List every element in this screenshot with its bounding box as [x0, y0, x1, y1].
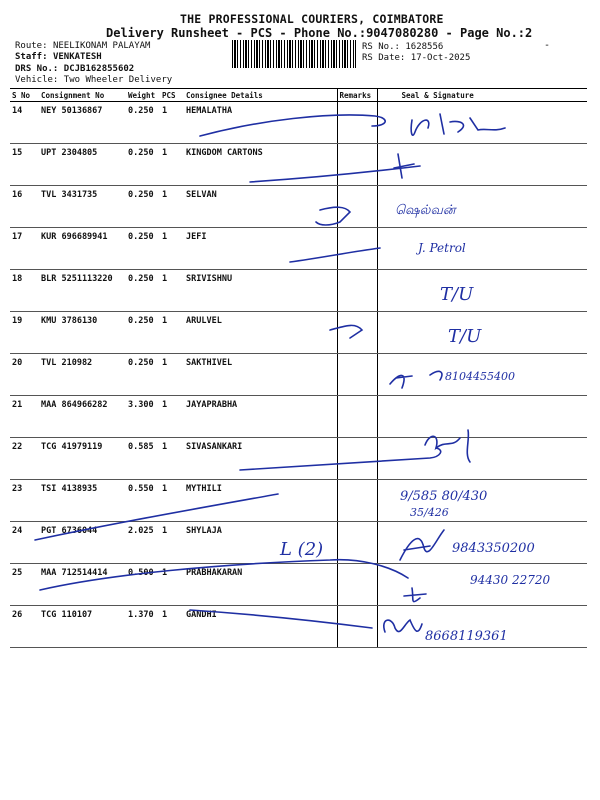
table-row [10, 480, 587, 522]
row-seal-signature [377, 354, 587, 396]
row-pcs: 1 [160, 312, 184, 354]
row-consignee: MYTHILI [184, 480, 337, 522]
row-consignment-no: KMU 3786130 [39, 312, 126, 354]
row-sno: 15 [10, 144, 39, 186]
hw-row23-line2: 35/426 [410, 506, 449, 519]
row-remarks [337, 480, 377, 522]
row-weight: 0.250 [126, 102, 160, 144]
company-title: THE PROFESSIONAL COURIERS, COIMBATORE [180, 12, 444, 26]
row-remarks [337, 144, 377, 186]
row-consignment-no: MAA 864966282 [39, 396, 126, 438]
row-seal-signature [377, 228, 587, 270]
row-seal-signature [377, 144, 587, 186]
row-consignment-no: NEY 50136867 [39, 102, 126, 144]
row-consignee: JAYAPRABHA [184, 396, 337, 438]
row-seal-signature [377, 270, 587, 312]
row-pcs: 1 [160, 480, 184, 522]
remarks-row24: L (2) [280, 539, 324, 560]
table-row [10, 228, 587, 270]
row-consignment-no: PGT 6736044 [39, 522, 126, 564]
row-sno: 21 [10, 396, 39, 438]
rs-date-line [362, 53, 470, 63]
row-weight: 0.500 [126, 564, 160, 606]
row-sno: 16 [10, 186, 39, 228]
row-weight: 0.250 [126, 270, 160, 312]
row-weight: 0.250 [126, 144, 160, 186]
row-consignment-no: TCG 41979119 [39, 438, 126, 480]
rs-date-value: 17-Oct-2025 [410, 53, 471, 63]
row-consignee: SRIVISHNU [184, 270, 337, 312]
hw-row24-phone: 9843350200 [452, 541, 535, 556]
row-consignee: SHYLAJA [184, 522, 337, 564]
row-consignment-no: BLR 5251113220 [39, 270, 126, 312]
row-pcs: 1 [160, 144, 184, 186]
row-remarks [337, 186, 377, 228]
staff-value: VENKATESH [52, 52, 102, 62]
row-seal-signature [377, 438, 587, 480]
row-weight: 2.025 [126, 522, 160, 564]
runsheet-subtitle: Delivery Runsheet - PCS - Phone No.:9047080280 - Page No.:2 [106, 26, 533, 40]
vehicle-line [15, 75, 172, 85]
row-weight: 1.370 [126, 606, 160, 648]
rs-date-label: RS Date: [362, 53, 406, 63]
row-pcs: 1 [160, 438, 184, 480]
table-row [10, 522, 587, 564]
row-remarks [337, 522, 377, 564]
col-consignment: Consignment No [39, 89, 126, 102]
row-remarks [337, 564, 377, 606]
row-sno: 22 [10, 438, 39, 480]
row-sno: 24 [10, 522, 39, 564]
table-row [10, 606, 587, 648]
row-consignee: SAKTHIVEL [184, 354, 337, 396]
table-header-row [10, 89, 587, 102]
row-remarks [337, 606, 377, 648]
row-consignment-no: TSI 4138935 [39, 480, 126, 522]
row-pcs: 1 [160, 186, 184, 228]
hw-row26-phone: 8668119361 [425, 629, 508, 644]
row-weight: 0.250 [126, 186, 160, 228]
row-pcs: 1 [160, 102, 184, 144]
vehicle-value: Two Wheeler Delivery [63, 75, 173, 85]
page-mark: - [543, 40, 550, 51]
row-weight: 0.585 [126, 438, 160, 480]
table-row [10, 312, 587, 354]
row-remarks [337, 396, 377, 438]
row-pcs: 1 [160, 354, 184, 396]
drs-value: DCJB162855602 [63, 64, 135, 74]
row-consignee: PRABHAKARAN [184, 564, 337, 606]
col-consignee: Consignee Details [184, 89, 337, 102]
row-consignment-no: TCG 110107 [39, 606, 126, 648]
hw-row23-line1: 9/585 80/430 [400, 489, 488, 504]
row-consignment-no: TVL 210982 [39, 354, 126, 396]
sig-row16-text: ஷெல்வன் [395, 203, 456, 218]
row-seal-signature [377, 564, 587, 606]
row-consignment-no: KUR 696689941 [39, 228, 126, 270]
row-pcs: 1 [160, 396, 184, 438]
drs-label: DRS No.: [15, 64, 59, 74]
staff-label: Staff: [15, 52, 48, 62]
row-pcs: 1 [160, 606, 184, 648]
col-pcs: PCS [160, 89, 184, 102]
row-remarks [337, 312, 377, 354]
row-seal-signature [377, 396, 587, 438]
row-remarks [337, 228, 377, 270]
row-sno: 23 [10, 480, 39, 522]
col-seal: Seal & Signature [377, 89, 587, 102]
table-row [10, 396, 587, 438]
rs-no-value: 1628556 [405, 42, 444, 52]
table-row [10, 564, 587, 606]
row-pcs: 1 [160, 522, 184, 564]
row-weight: 3.300 [126, 396, 160, 438]
row-seal-signature [377, 186, 587, 228]
hw-row19-text: T/U [440, 284, 474, 305]
barcode-image [232, 40, 356, 68]
row-consignee: SELVAN [184, 186, 337, 228]
row-sno: 25 [10, 564, 39, 606]
staff-line [15, 52, 102, 62]
col-remarks: Remarks [337, 89, 377, 102]
row-consignee: GANDHI [184, 606, 337, 648]
row-consignee: HEMALATHA [184, 102, 337, 144]
row-consignment-no: MAA 712514414 [39, 564, 126, 606]
route-value: NEELIKONAM PALAYAM [52, 41, 151, 51]
runsheet-table [10, 88, 587, 648]
table-row [10, 354, 587, 396]
row-seal-signature [377, 102, 587, 144]
row-sno: 17 [10, 228, 39, 270]
row-sno: 26 [10, 606, 39, 648]
row-weight: 0.550 [126, 480, 160, 522]
sig-row17-text: J. Petrol [418, 241, 466, 255]
row-pcs: 1 [160, 564, 184, 606]
table-row [10, 270, 587, 312]
row-consignment-no: UPT 2304805 [39, 144, 126, 186]
row-sno: 19 [10, 312, 39, 354]
hw-row25-numbers: 94430 22720 [470, 573, 551, 587]
row-sno: 14 [10, 102, 39, 144]
hw-row20-text: T/U [448, 326, 482, 347]
row-sno: 18 [10, 270, 39, 312]
table-row [10, 144, 587, 186]
hw-row20-number: 8104455400 [445, 370, 515, 383]
rs-no-label: RS No.: [362, 42, 400, 52]
row-remarks [337, 354, 377, 396]
row-consignee: SIVASANKARI [184, 438, 337, 480]
table-row [10, 438, 587, 480]
row-pcs: 1 [160, 270, 184, 312]
route-label: Route: [15, 41, 48, 51]
table-row [10, 186, 587, 228]
row-consignee: KINGDOM CARTONS [184, 144, 337, 186]
row-seal-signature [377, 606, 587, 648]
drs-line [15, 64, 134, 74]
col-sno: S No [10, 89, 39, 102]
row-remarks [337, 270, 377, 312]
row-weight: 0.250 [126, 354, 160, 396]
row-sno: 20 [10, 354, 39, 396]
vehicle-label: Vehicle: [15, 75, 59, 85]
row-remarks [337, 102, 377, 144]
col-weight: Weight [126, 89, 160, 102]
row-seal-signature [377, 522, 587, 564]
row-seal-signature [377, 480, 587, 522]
row-seal-signature [377, 312, 587, 354]
rs-no-line [362, 42, 443, 52]
row-consignee: JEFI [184, 228, 337, 270]
route-line [15, 41, 150, 51]
row-consignee: ARULVEL [184, 312, 337, 354]
row-consignment-no: TVL 3431735 [39, 186, 126, 228]
table-row [10, 102, 587, 144]
row-remarks [337, 438, 377, 480]
row-weight: 0.250 [126, 228, 160, 270]
row-weight: 0.250 [126, 312, 160, 354]
row-pcs: 1 [160, 228, 184, 270]
